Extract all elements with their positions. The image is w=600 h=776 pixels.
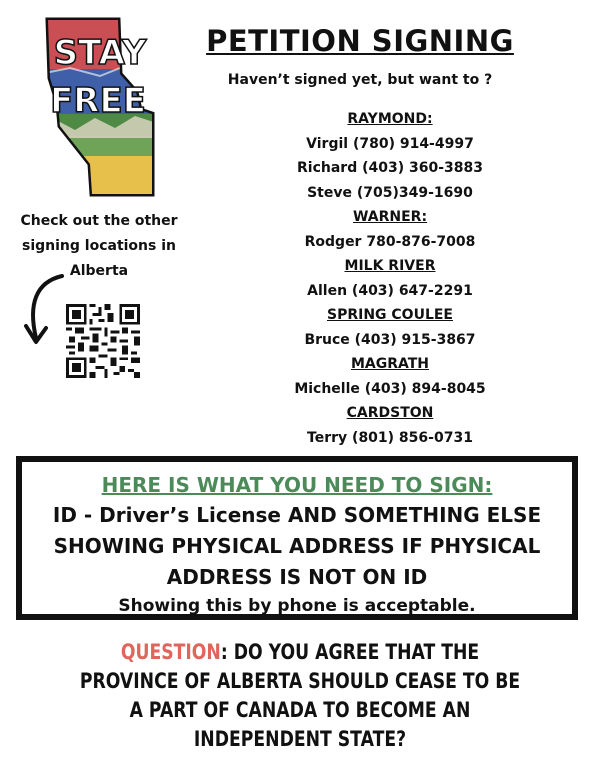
requirements-heading: HERE IS WHAT YOU NEED TO SIGN: [101, 473, 493, 497]
requirements-box [16, 456, 578, 620]
location-town: CARDSTON [346, 405, 434, 421]
location-contact: Virgil (780) 914-4997 [306, 135, 474, 152]
requirements-line: SHOWING PHYSICAL ADDRESS IF PHYSICAL [53, 534, 541, 558]
qr-code-icon[interactable] [66, 304, 140, 378]
petition-question [70, 638, 529, 754]
location-contact: Bruce (403) 915-3867 [304, 331, 476, 348]
location-town: WARNER: [352, 209, 428, 225]
note-line: Alberta [69, 263, 129, 279]
location-contact: Allen (403) 647-2291 [307, 282, 473, 299]
question-label: QUESTION [120, 640, 221, 664]
page-title: PETITION SIGNING [206, 24, 514, 58]
location-contact: Terry (801) 856-0731 [307, 429, 473, 446]
signing-locations [290, 107, 490, 450]
location-town: SPRING COULEE [326, 307, 453, 323]
curved-arrow-icon [22, 272, 68, 348]
location-contact: Rodger 780-876-7008 [304, 233, 476, 250]
requirements-note: Showing this by phone is acceptable. [118, 596, 476, 616]
location-town: RAYMOND: [347, 111, 433, 127]
requirements-line: ADDRESS IS NOT ON ID [166, 565, 428, 589]
question-text: : DO YOU AGREE THAT THE PROVINCE OF ALBERTA SHOULD CEASE TO BE A PART OF CANADA TO BECOME AN INDEPENDENT STATE? [79, 640, 521, 751]
logo-text-stay: STAY [53, 33, 147, 73]
stay-free-logo [40, 14, 160, 200]
subtitle: Haven’t signed yet, but want to ? [227, 72, 493, 88]
location-town: MILK RIVER [344, 258, 436, 274]
requirements-line: ID - Driver’s License AND SOMETHING ELSE [52, 503, 542, 527]
location-contact: Steve (705)349-1690 [307, 184, 473, 201]
location-contact: Michelle (403) 894-8045 [294, 380, 486, 397]
location-contact: Richard (403) 360-3883 [297, 160, 483, 176]
note-line: signing locations in [22, 238, 176, 254]
logo-text-free: FREE [50, 81, 146, 121]
location-town: MAGRATH [350, 356, 430, 372]
note-line: Check out the other [20, 213, 178, 229]
